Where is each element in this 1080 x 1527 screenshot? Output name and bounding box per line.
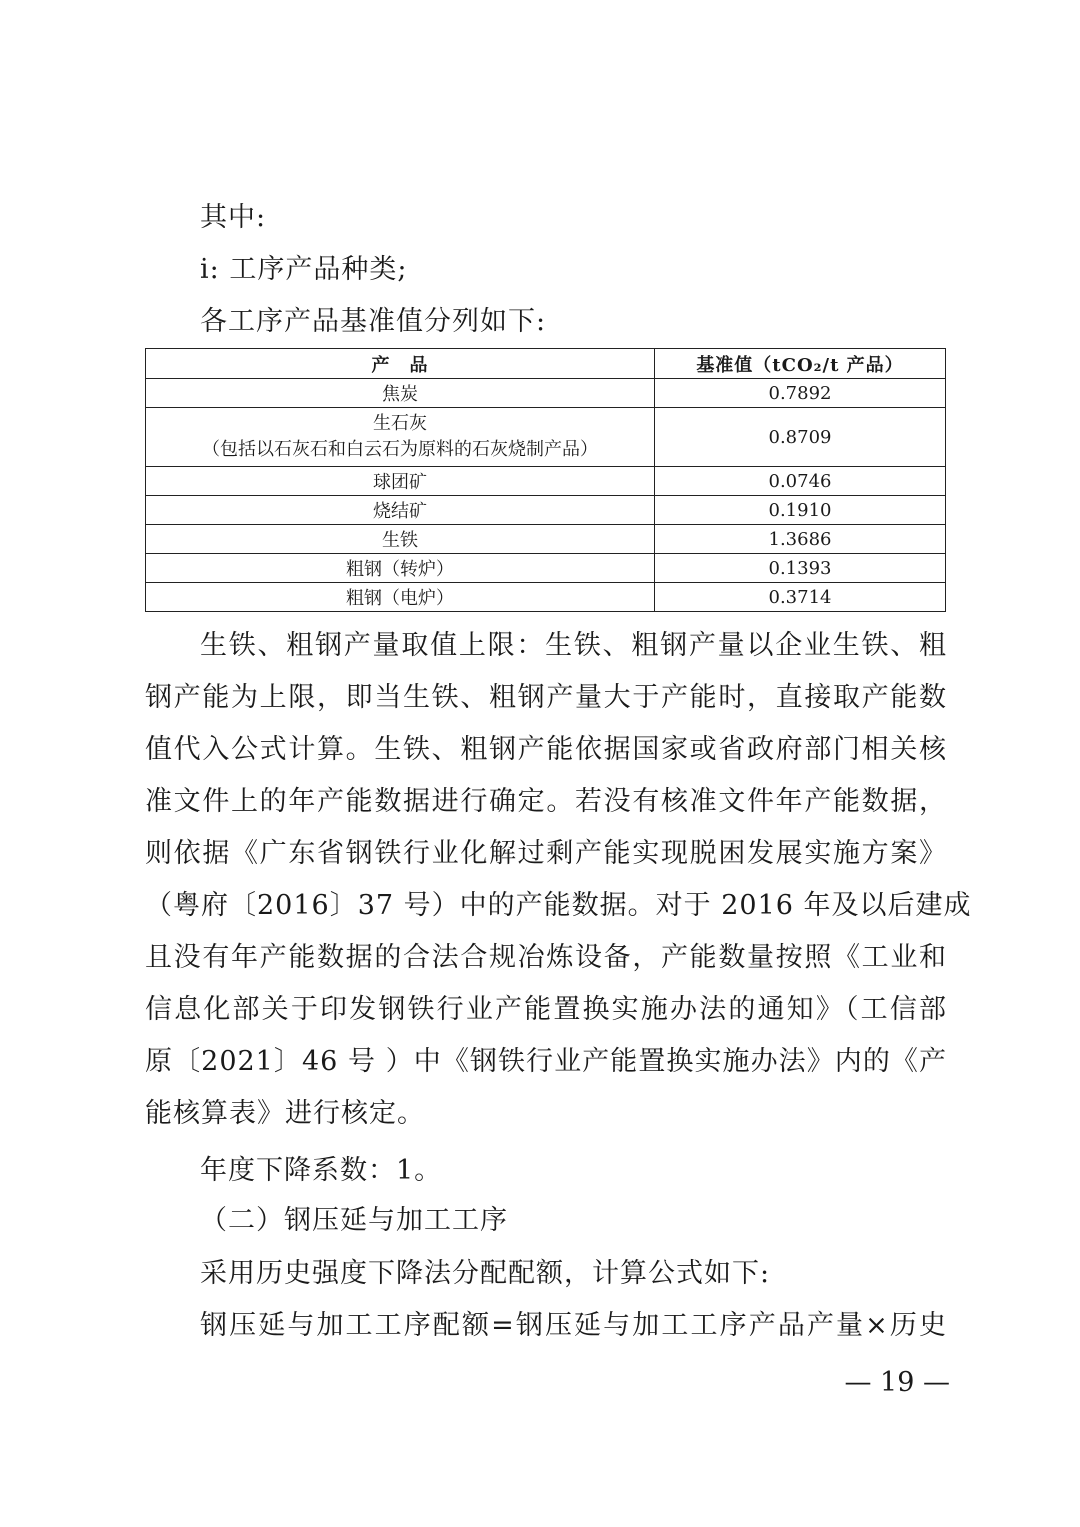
paragraph-line: 钢产能为上限，即当生铁、粗钢产量大于产能时，直接取产能数: [145, 682, 947, 713]
cell-value: 0.3714: [655, 583, 946, 612]
paragraph-line: 能核算表》进行核定。: [145, 1098, 425, 1129]
table-row: [146, 467, 946, 496]
intro-line-2: i: 工序产品种类;: [200, 254, 408, 285]
intro-line-3: 各工序产品基准值分列如下:: [200, 306, 547, 337]
paragraph-line: 则依据《广东省钢铁行业化解过剩产能实现脱困发展实施方案》: [145, 838, 947, 869]
cell-product: 生铁: [146, 525, 655, 554]
cell-value: 0.1910: [655, 496, 946, 525]
formula-line: 钢压延与加工工序配额=钢压延与加工工序产品产量×历史: [200, 1310, 947, 1341]
cell-product: 烧结矿: [146, 496, 655, 525]
paragraph-line: （粤府〔2016〕37 号）中的产能数据。对于 2016 年及以后建成: [145, 890, 972, 921]
cell-value: 1.3686: [655, 525, 946, 554]
annual-decline-coefficient: 年度下降系数：1。: [200, 1155, 443, 1186]
cell-value: 0.8709: [655, 408, 946, 467]
cell-product: 粗钢（转炉）: [146, 554, 655, 583]
cell-product: 焦炭: [146, 379, 655, 408]
paragraph-line: 信息化部关于印发钢铁行业产能置换实施办法的通知》（工信部: [145, 994, 947, 1025]
paragraph-line: 原〔2021〕46 号 ）中《钢铁行业产能置换实施办法》内的《产: [145, 1046, 947, 1077]
paragraph-line: 值代入公式计算。生铁、粗钢产能依据国家或省政府部门相关核: [145, 734, 947, 765]
table-row: [146, 496, 946, 525]
page-number: — 19 —: [844, 1367, 950, 1398]
paragraph-line: 且没有年产能数据的合法合规冶炼设备，产能数量按照《工业和: [145, 942, 947, 973]
paragraph-line: 生铁、粗钢产量取值上限：生铁、粗钢产量以企业生铁、粗: [200, 630, 947, 661]
intro-line-1: 其中:: [200, 202, 267, 233]
table-row: [146, 379, 946, 408]
cell-value: 0.1393: [655, 554, 946, 583]
cell-product: 球团矿: [146, 467, 655, 496]
cell-product: [146, 408, 655, 467]
paragraph-line: 准文件上的年产能数据进行确定。若没有核准文件年产能数据，: [145, 786, 947, 817]
table-row: [146, 525, 946, 554]
table-header-row: [146, 349, 946, 379]
header-product: 产 品: [146, 349, 655, 379]
table-row: [146, 554, 946, 583]
table-row: [146, 583, 946, 612]
cell-value: 0.0746: [655, 467, 946, 496]
cell-value: 0.7892: [655, 379, 946, 408]
benchmark-table: [145, 348, 946, 612]
section-title: （二）钢压延与加工工序: [200, 1205, 508, 1236]
cell-product-name: 生石灰: [373, 413, 427, 434]
header-benchmark: 基准值（tCO₂/t 产品）: [655, 349, 946, 379]
cell-product: 粗钢（电炉）: [146, 583, 655, 612]
table-row: [146, 408, 946, 467]
method-line: 采用历史强度下降法分配配额，计算公式如下:: [200, 1258, 771, 1289]
cell-product-note: （包括以石灰石和白云石为原料的石灰烧制产品）: [202, 439, 598, 460]
